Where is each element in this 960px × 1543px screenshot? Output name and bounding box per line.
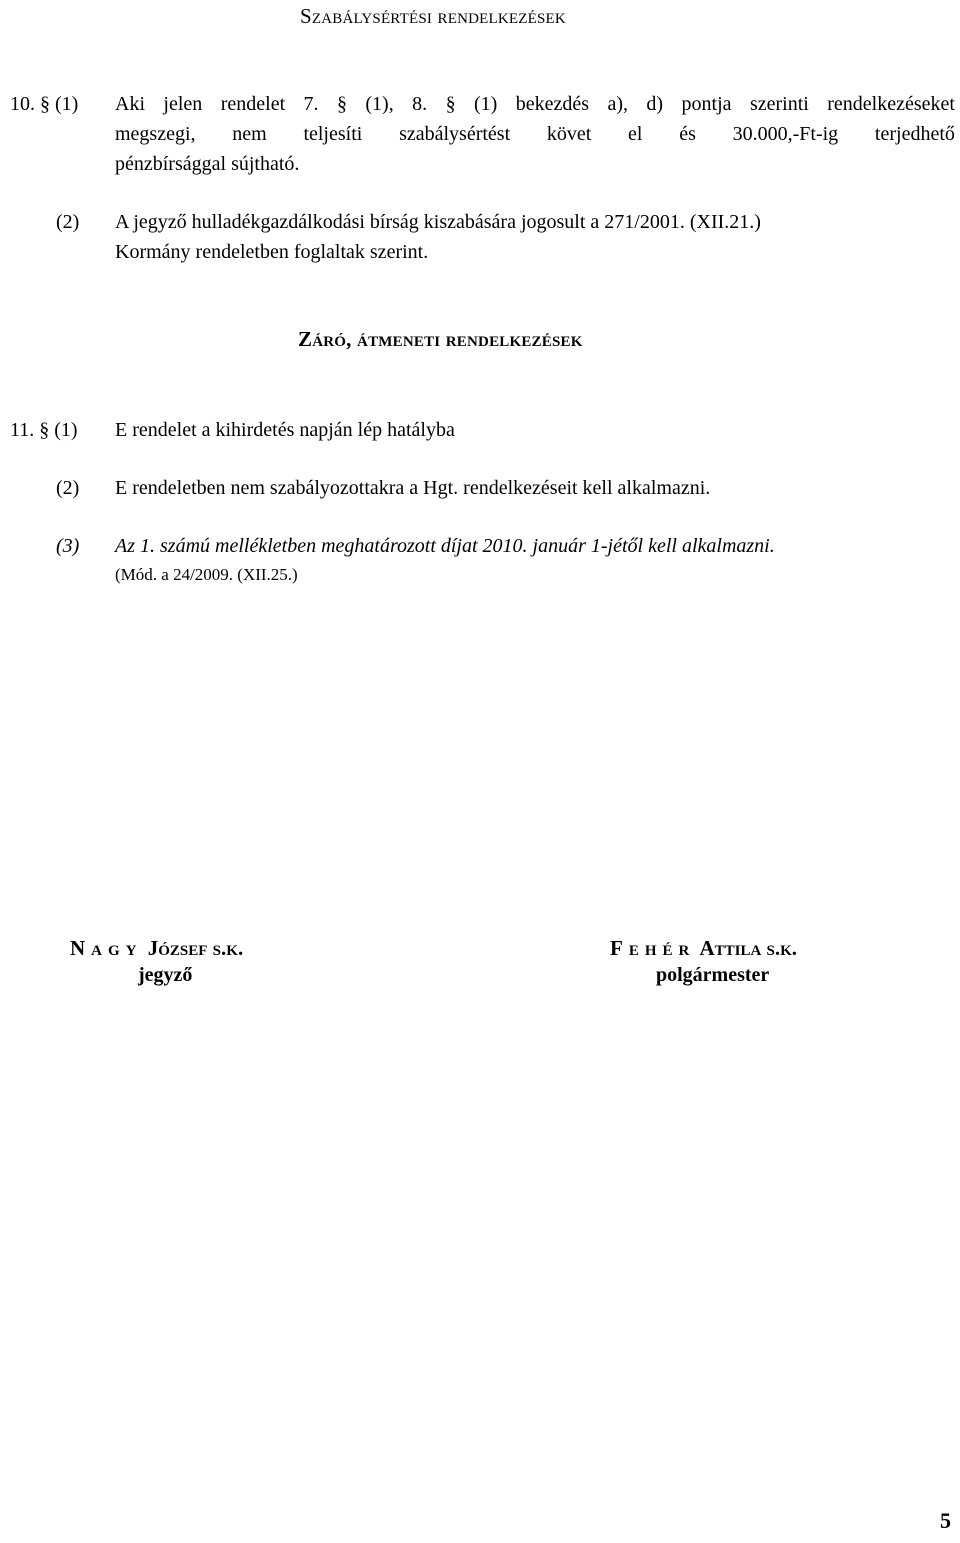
paragraph-11-3-number: (3) bbox=[56, 535, 80, 557]
paragraph-10-line-2-word: szabálysértést bbox=[399, 123, 511, 145]
paragraph-11-3-text: Az 1. számú mellékletben meghatározott díjat 2010. január 1-jétől kell alkalmazni. bbox=[115, 535, 775, 557]
paragraph-10-line-2-word: nem bbox=[232, 123, 267, 145]
amendment-note: (Mód. a 24/2009. (XII.25.) bbox=[115, 565, 298, 584]
section-heading-zaro: Záró, átmeneti rendelkezések bbox=[298, 327, 583, 351]
paragraph-10-line-1-word: § bbox=[445, 93, 456, 115]
paragraph-10-line-2-word: 30.000,-Ft-ig bbox=[732, 123, 839, 145]
paragraph-10-line-2-word: teljesíti bbox=[303, 123, 363, 145]
paragraph-11-2-text: E rendeletben nem szabályozottakra a Hgt. rendelkezéseit kell alkalmazni. bbox=[115, 477, 711, 499]
section-heading-szabalysertesi: Szabálysértési rendelkezések bbox=[300, 4, 566, 28]
paragraph-10-line-1-word: 8. bbox=[412, 93, 428, 115]
signature-right-role: polgármester bbox=[656, 964, 770, 986]
signature-left-given: József s.k. bbox=[147, 936, 244, 960]
paragraph-10-line-1-word: rendelkezéseket bbox=[827, 93, 955, 115]
paragraph-10-line-1-word: Aki bbox=[115, 93, 145, 115]
paragraph-10-line-1 bbox=[115, 92, 955, 116]
paragraph-11-2-number: (2) bbox=[56, 477, 80, 499]
paragraph-10-line-1-word: (1) bbox=[473, 93, 498, 115]
paragraph-11-text: E rendelet a kihirdetés napján lép hatályba bbox=[115, 419, 455, 441]
page-number: 5 bbox=[940, 1508, 951, 1533]
paragraph-11-number: 11. § (1) bbox=[10, 419, 78, 441]
paragraph-10-line-1-word: a), bbox=[607, 93, 628, 115]
paragraph-10-line-1-word: rendelet bbox=[220, 93, 286, 115]
paragraph-10-line-1-word: pontja bbox=[681, 93, 732, 115]
paragraph-10-line-1-word: 7. bbox=[303, 93, 319, 115]
paragraph-10-line-1-word: § bbox=[336, 93, 347, 115]
paragraph-10-line-1-word: szerinti bbox=[749, 93, 809, 115]
paragraph-10-2-line-2: Kormány rendeletben foglaltak szerint. bbox=[115, 241, 429, 263]
signature-right-given: Attila s.k. bbox=[699, 936, 798, 960]
signature-left-role: jegyző bbox=[138, 964, 193, 986]
paragraph-10-line-3: pénzbírsággal sújtható. bbox=[115, 153, 300, 175]
paragraph-10-line-1-word: bekezdés bbox=[515, 93, 590, 115]
paragraph-10-line-1-word: d) bbox=[646, 93, 664, 115]
signature-left-surname: Nagy bbox=[70, 936, 143, 960]
paragraph-10-line-2 bbox=[115, 122, 955, 146]
signature-right-name bbox=[610, 936, 797, 961]
signature-left-name bbox=[70, 936, 243, 961]
paragraph-10-line-1-word: jelen bbox=[163, 93, 203, 115]
paragraph-10-line-2-word: követ bbox=[546, 123, 592, 145]
signature-right-surname: Fehér bbox=[610, 936, 696, 960]
paragraph-10-line-1-word: (1), bbox=[365, 93, 394, 115]
paragraph-10-line-2-word: el bbox=[628, 123, 643, 145]
paragraph-10-line-2-word: és bbox=[679, 123, 696, 145]
paragraph-10-2-number: (2) bbox=[56, 211, 80, 233]
paragraph-10-2-line-1: A jegyző hulladékgazdálkodási bírság kiszabására jogosult a 271/2001. (XII.21.) bbox=[115, 211, 761, 233]
paragraph-10-number: 10. § (1) bbox=[10, 93, 79, 115]
paragraph-10-line-2-word: megszegi, bbox=[115, 123, 196, 145]
paragraph-10-line-2-word: terjedhető bbox=[874, 123, 955, 145]
